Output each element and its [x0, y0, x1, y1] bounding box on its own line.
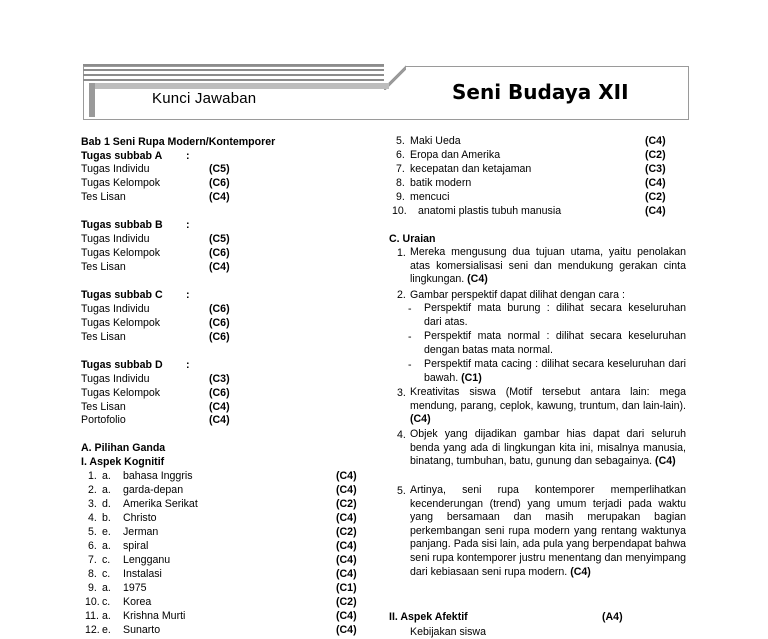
perspective-item: Perspektif mata cacing : dilihat secara keseluruhan dari bawah. (C1) — [424, 358, 686, 384]
item-code: (C4) — [209, 414, 230, 426]
answer-code: (C4) — [336, 540, 357, 552]
section-subheading: II. Aspek Afektif — [389, 611, 468, 623]
answer-option: a. — [102, 470, 111, 482]
cutoff-line: Kebijakan siswa — [410, 626, 486, 638]
answer-option: a. — [102, 540, 111, 552]
answer-option: e. — [102, 526, 111, 538]
essay-number: 4. — [397, 429, 406, 441]
answer-number: 4. — [88, 512, 97, 524]
essay-code: (C4) — [655, 455, 676, 468]
item-code: (C4) — [209, 401, 230, 413]
essay-code: (C4) — [410, 413, 431, 426]
answer-text: Christo — [123, 512, 157, 524]
answer-number: 3. — [88, 498, 97, 510]
item-label: Tugas Individu — [81, 233, 150, 245]
essay-number: 5. — [397, 485, 406, 497]
answer-text: batik modern — [410, 177, 472, 189]
answer-number: 5. — [88, 526, 97, 538]
answer-text: Korea — [123, 596, 152, 608]
item-label: Tugas Kelompok — [81, 177, 161, 189]
answer-text: Eropa dan Amerika — [410, 149, 501, 161]
answer-number: 1. — [88, 470, 97, 482]
answer-code: (C2) — [336, 596, 357, 608]
item-code: (C6) — [209, 317, 230, 329]
item-code: (C4) — [209, 261, 230, 273]
answer-number: 10. — [392, 205, 407, 217]
answer-number: 2. — [88, 484, 97, 496]
answer-option: c. — [102, 568, 111, 580]
item-code: (C4) — [209, 191, 230, 203]
answer-code: (C4) — [336, 624, 357, 636]
essay-answer: Gambar perspektif dapat dilihat dengan cara : — [410, 289, 625, 301]
answer-text: Sunarto — [123, 624, 161, 636]
perspective-item: Perspektif mata normal : dilihat secara keseluruhan dengan batas mata normal. — [424, 330, 686, 356]
group-colon: : — [186, 219, 190, 231]
essay-code: (C1) — [461, 371, 482, 384]
answer-option: c. — [102, 596, 111, 608]
item-label: Tes Lisan — [81, 331, 126, 343]
essay-answer: Kreativitas siswa (Motif tersebut antara lain: mega mendung, parang, ceplok, kawung, truntum, dan lain-lain). (C4) — [410, 386, 686, 426]
answer-number: 11. — [85, 610, 99, 622]
item-label: Tugas Individu — [81, 303, 150, 315]
item-code: (C5) — [209, 233, 230, 245]
group-colon: : — [186, 150, 190, 162]
answer-text: bahasa Inggris — [123, 470, 193, 482]
item-label: Portofolio — [81, 414, 126, 426]
answer-number: 6. — [396, 149, 405, 161]
answer-text: anatomi plastis tubuh manusia — [418, 205, 562, 217]
answer-number: 9. — [396, 191, 405, 203]
essay-number: 2. — [397, 289, 406, 301]
answer-code: (C4) — [645, 205, 666, 217]
section-heading: A. Pilihan Ganda — [81, 442, 166, 454]
essay-number: 3. — [397, 387, 406, 399]
item-label: Tes Lisan — [81, 261, 126, 273]
perspective-item: Perspektif mata burung : dilihat secara keseluruhan dari atas. — [424, 302, 686, 328]
answer-code: (C2) — [336, 498, 357, 510]
group-title: Tugas subbab A — [81, 150, 163, 162]
group-colon: : — [186, 289, 190, 301]
essay-code: (C4) — [570, 565, 591, 578]
answer-number: 9. — [88, 582, 97, 594]
group-title: Tugas subbab C — [81, 289, 163, 301]
answer-text: Krishna Murti — [123, 610, 186, 622]
answer-text: mencuci — [410, 191, 450, 203]
answer-number: 5. — [396, 135, 405, 147]
answer-text: Instalasi — [123, 568, 162, 580]
item-code: (C6) — [209, 303, 230, 315]
item-code: (C6) — [209, 331, 230, 343]
answer-text: spiral — [123, 540, 149, 552]
answer-number: 12. — [85, 624, 100, 636]
answer-code: (C4) — [336, 568, 357, 580]
answer-code: (C1) — [336, 582, 357, 594]
answer-text: garda-depan — [123, 484, 184, 496]
item-label: Tugas Individu — [81, 163, 150, 175]
item-code: (C6) — [209, 247, 230, 259]
answer-number: 7. — [396, 163, 405, 175]
header-subtitle: Kunci Jawaban — [152, 90, 257, 107]
dash-marker: - — [408, 331, 412, 343]
answer-code: (C4) — [336, 484, 357, 496]
item-code: (C3) — [209, 373, 230, 385]
header-shade-side — [89, 83, 95, 117]
answer-text: Maki Ueda — [410, 135, 461, 147]
answer-code: (C4) — [336, 512, 357, 524]
answer-text: Jerman — [123, 526, 159, 538]
item-code: (C6) — [209, 177, 230, 189]
answer-text: 1975 — [123, 582, 147, 594]
answer-number: 8. — [88, 568, 97, 580]
answer-text: kecepatan dan ketajaman — [410, 163, 532, 175]
essay-answer: Objek yang dijadikan gambar hias dapat dari seluruh benda yang ada di lingkungan kita ini, misalnya manusia, binatang, tumbuhan, batu, gunung dan sebagainya. (C4) — [410, 428, 686, 468]
answer-text: Lengganu — [123, 554, 171, 566]
answer-number: 8. — [396, 177, 405, 189]
answer-text: Amerika Serikat — [123, 498, 198, 510]
essay-code: (C4) — [467, 273, 488, 286]
answer-option: d. — [102, 498, 111, 510]
answer-option: a. — [102, 610, 111, 622]
section-subheading: I. Aspek Kognitif — [81, 456, 165, 468]
header-title: Seni Budaya XII — [452, 80, 629, 104]
essay-number: 1. — [397, 247, 406, 259]
item-label: Tugas Individu — [81, 373, 150, 385]
section-heading: C. Uraian — [389, 233, 436, 245]
item-label: Tugas Kelompok — [81, 387, 161, 399]
essay-answer: Mereka mengusung dua tujuan utama, yaitu penolakan atas komersialisasi seni dan mendukung gerakan cinta lingkungan. (C4) — [410, 246, 686, 286]
answer-number: 10. — [85, 596, 100, 608]
answer-code: (C4) — [336, 610, 357, 622]
answer-number: 7. — [88, 554, 97, 566]
dash-marker: - — [408, 303, 412, 315]
answer-code: (C2) — [645, 191, 666, 203]
answer-code: (C4) — [336, 470, 357, 482]
group-title: Tugas subbab D — [81, 359, 163, 371]
answer-code: (C3) — [645, 163, 666, 175]
answer-option: b. — [102, 512, 111, 524]
answer-code: (C2) — [645, 149, 666, 161]
answer-option: c. — [102, 554, 111, 566]
item-label: Tes Lisan — [81, 191, 126, 203]
dash-marker: - — [408, 359, 412, 371]
group-title: Tugas subbab B — [81, 219, 163, 231]
bab-title: Bab 1 Seni Rupa Modern/Kontemporer — [81, 136, 276, 148]
answer-option: e. — [102, 624, 111, 636]
item-label: Tugas Kelompok — [81, 247, 161, 259]
essay-answer: Artinya, seni rupa kontemporer memperlihatkan kecenderungan (trend) yang umum terjadi pada waktu yang bersamaan dan masih merupakan bagian perkembangan seni rupa modern yang rentang waktunya panjang. Pada sisi lain, ada pula yang berpendapat bahwa seni rupa kontemporer justru menentang dan menyimpang dari kebiasaan seni rupa modern. (C4) — [410, 484, 686, 578]
answer-code: (C2) — [336, 526, 357, 538]
item-label: Tugas Kelompok — [81, 317, 161, 329]
item-code: (C5) — [209, 163, 230, 175]
answer-code: (C4) — [336, 554, 357, 566]
group-colon: : — [186, 359, 190, 371]
section-code: (A4) — [602, 611, 623, 623]
answer-option: a. — [102, 484, 111, 496]
answer-number: 6. — [88, 540, 97, 552]
answer-option: a. — [102, 582, 111, 594]
answer-code: (C4) — [645, 177, 666, 189]
header-shade-bar — [89, 83, 389, 89]
item-label: Tes Lisan — [81, 401, 126, 413]
answer-code: (C4) — [645, 135, 666, 147]
item-code: (C6) — [209, 387, 230, 399]
